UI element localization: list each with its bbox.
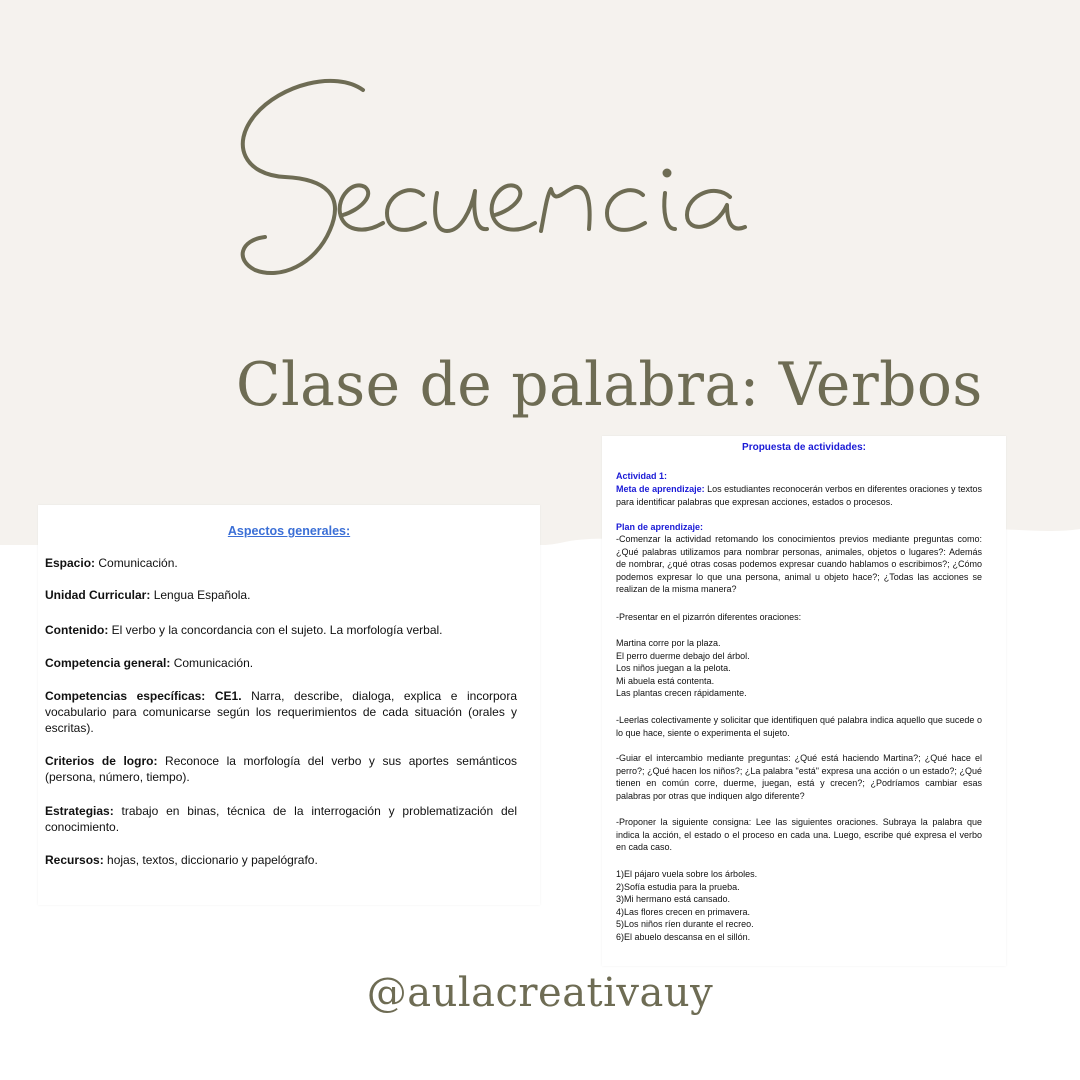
field-criterios-de-logro: Criterios de logro: Reconoce la morfología del verbo y sus aportes semánticos (persona, número, tiempo). — [45, 754, 517, 784]
sentence-item: Martina corre por la plaza. — [616, 638, 721, 648]
field-contenido: Contenido: El verbo y la concordancia con el sujeto. La morfología verbal. — [45, 623, 443, 637]
document-heading: Aspectos generales: — [227, 524, 351, 538]
propose-text: -Proponer la siguiente consigna: Lee las siguientes oraciones. Subraya la palabra que indica la acción, el estado o el proceso en cada una. Luego, escribe qué expresa el verbo en cada caso. — [616, 817, 982, 853]
exercise-item: 3)Mi hermano está cansado. — [616, 894, 731, 905]
exercise-item: 4)Las flores crecen en primavera. — [616, 906, 751, 917]
exercise-item: 5)Los niños ríen durante el recreo. — [616, 919, 754, 930]
exercise-item: 2)Sofía estudia para la prueba. — [616, 881, 740, 892]
read-text: -Leerlas colectivamente y solicitar que identifiquen qué palabra indica aquello que sucede o lo que hace, siente o experimenta el sujeto. — [616, 715, 982, 738]
sentence-item: Las plantas crecen rápidamente. — [616, 688, 747, 699]
learning-goal: Meta de aprendizaje: Los estudiantes reconocerán verbos en diferentes oraciones y textos para identificar palabras que expresan acciones, estados o procesos. — [616, 484, 982, 507]
social-handle: @aulacreativauy — [366, 970, 714, 1016]
activities-document — [602, 436, 1006, 966]
field-espacio: Espacio: Comunicación. — [45, 556, 178, 570]
field-recursos: Recursos: hojas, textos, diccionario y papelógrafo. — [45, 853, 318, 867]
document-heading: Propuesta de actividades: — [742, 442, 866, 453]
general-aspects-document — [38, 505, 540, 905]
subtitle: Clase de palabra: Verbos — [236, 350, 983, 420]
activity-title: Actividad 1: — [616, 471, 668, 481]
sentence-item: Los niños juegan a la pelota. — [616, 663, 731, 674]
field-estrategias: Estrategias: trabajo en binas, técnica de la interrogación y problematización del conocimiento. — [45, 804, 517, 834]
exercise-item: 6)El abuelo descansa en el sillón. — [616, 932, 751, 942]
field-competencia-general: Competencia general: Comunicación. — [45, 656, 254, 670]
plan-label: Plan de aprendizaje: — [616, 522, 704, 532]
field-competencias-especificas: Competencias específicas: CE1. Narra, describe, dialoga, explica e incorpora vocabulario para comunicarse según los requerimientos de cada situación (orales y escritas). — [45, 689, 518, 735]
present-text: -Presentar en el pizarrón diferentes oraciones: — [616, 612, 802, 622]
sentence-item: Mi abuela está contenta. — [616, 675, 715, 686]
title-script — [225, 45, 825, 305]
field-unidad-curricular: Unidad Curricular: Lengua Española. — [45, 588, 251, 602]
guide-text: -Guiar el intercambio mediante preguntas: ¿Qué está haciendo Martina?; ¿Qué hace el perro?; ¿Qué hacen los niños?; ¿La palabra "está" expresa una acción o un estado?; ¿Qué tienen en común corre, duerme, juegan, está y crecen?; ¿Podríamos cambiar esas palabras por otras que indiquen algo diferente? — [616, 753, 982, 801]
exercise-item: 1)El pájaro vuela sobre los árboles. — [616, 869, 758, 879]
sentence-item: El perro duerme debajo del árbol. — [616, 650, 750, 661]
plan-text: -Comenzar la actividad retomando los conocimientos previos mediante preguntas como: ¿Qué palabras utilizamos para nombrar personas, animales, objetos o lugares?: Además de nombrar, ¿qué otras cosas podemos expresar cuando hablamos o escribimos?; ¿Cómo podemos expresar lo que una persona, animal u objeto hace?; ¿Todas las acciones se realizan de la misma manera? — [616, 534, 982, 595]
